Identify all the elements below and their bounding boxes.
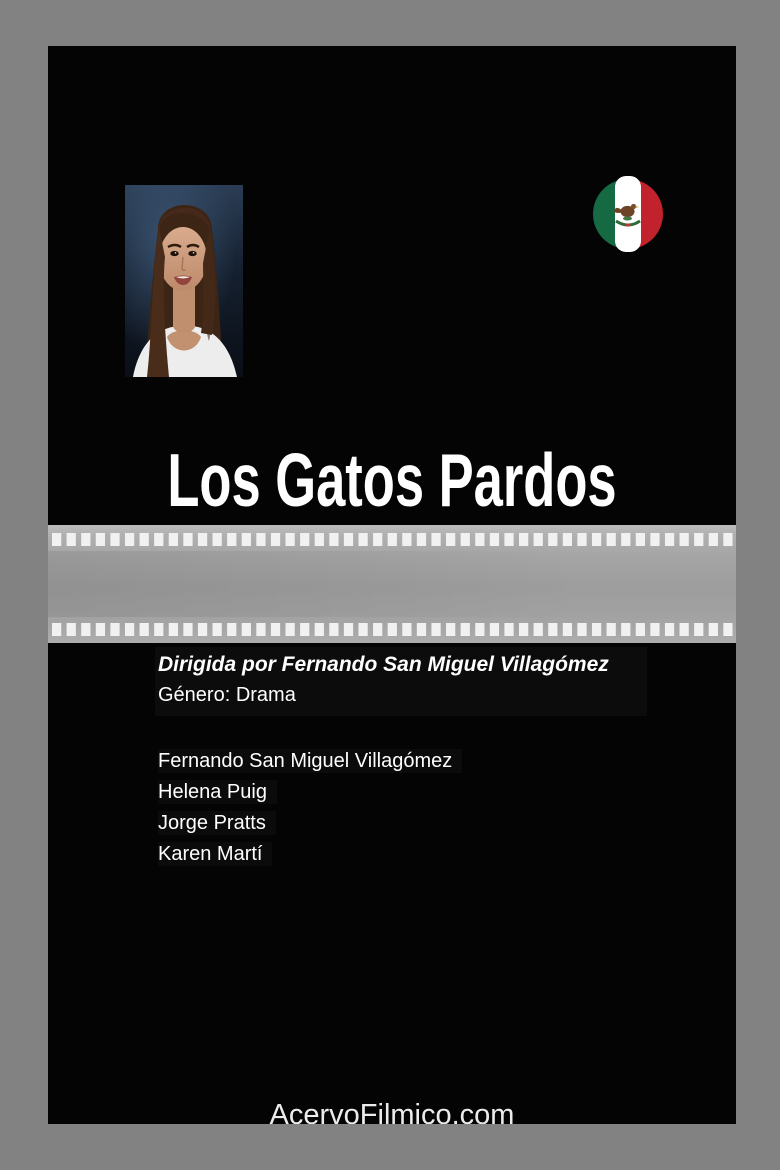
cast-member bbox=[158, 777, 462, 808]
actress-photo-image bbox=[125, 185, 243, 377]
credits-block bbox=[155, 647, 647, 716]
site-watermark: AcervoFilmico.com bbox=[269, 1099, 515, 1124]
cast-member-name: Fernando San Miguel Villagómez bbox=[158, 749, 462, 773]
director-line: Dirigida por Fernando San Miguel Villagómez bbox=[158, 653, 609, 676]
cast-member-name: Helena Puig bbox=[158, 780, 277, 804]
movie-poster bbox=[48, 46, 736, 1124]
actress-photo bbox=[125, 185, 243, 377]
cast-member bbox=[158, 839, 462, 870]
film-strip-perforations-top bbox=[48, 533, 736, 546]
genre-line: Género: Drama bbox=[158, 684, 296, 706]
cast-member-name: Jorge Pratts bbox=[158, 811, 276, 835]
cast-member bbox=[158, 746, 462, 777]
film-strip bbox=[48, 525, 736, 643]
mexico-flag-icon bbox=[593, 176, 663, 252]
cast-member-name: Karen Martí bbox=[158, 842, 272, 866]
cast-member bbox=[158, 808, 462, 839]
mexico-flag-eagle-emblem bbox=[611, 198, 645, 230]
movie-title: Los Gatos Pardos bbox=[167, 438, 617, 522]
cast-list bbox=[158, 746, 462, 870]
film-strip-perforations-bottom bbox=[48, 623, 736, 636]
film-strip-shading bbox=[48, 551, 585, 617]
